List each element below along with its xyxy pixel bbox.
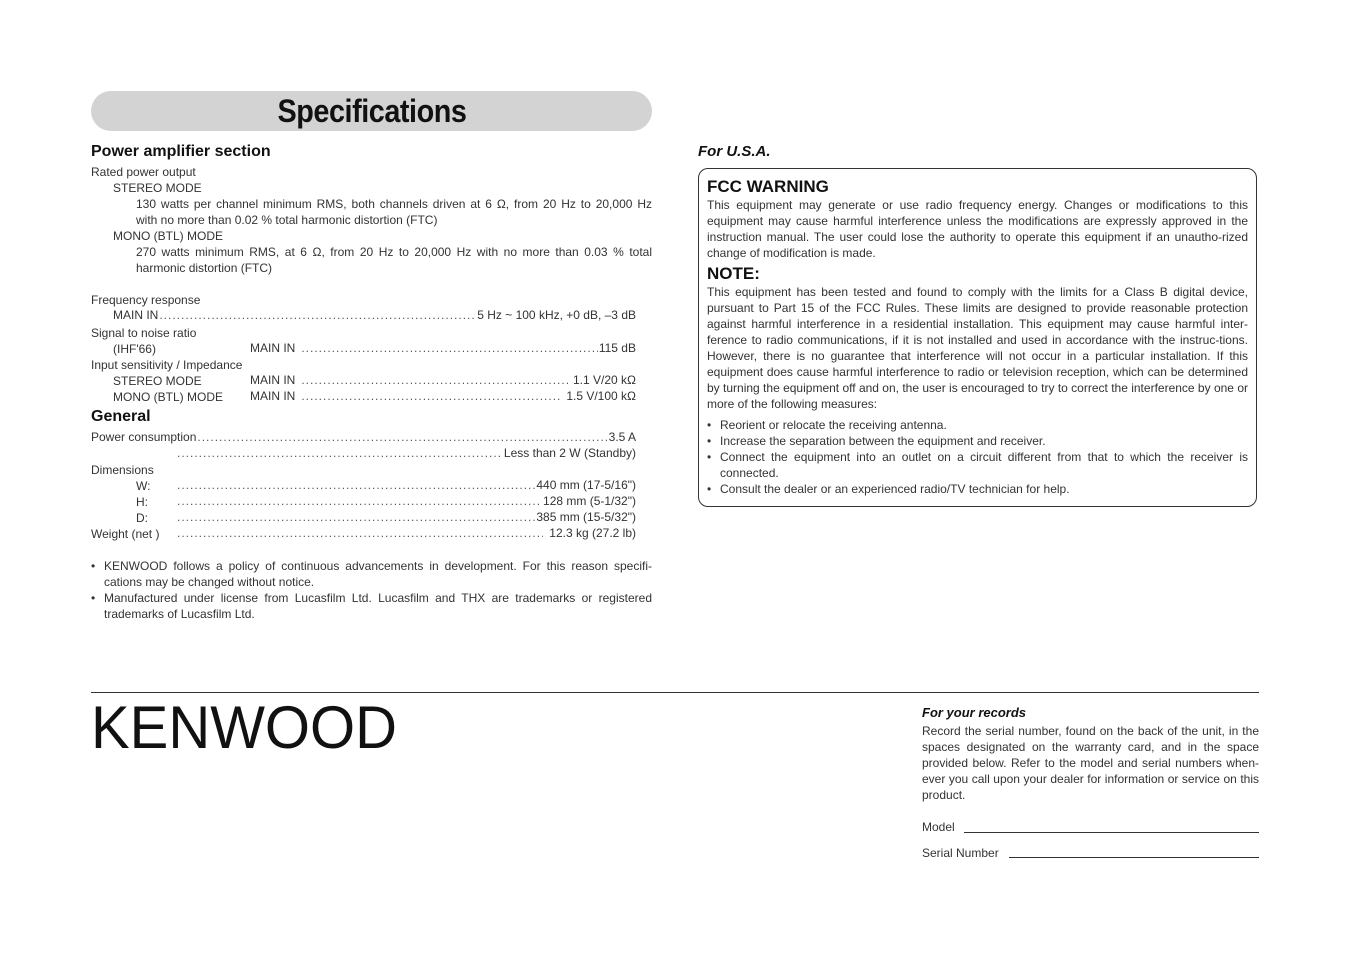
footer-divider (91, 692, 1259, 693)
records-text: Record the serial number, found on the back of the unit, in the spaces designated on the warranty card, and in the space provided below. Refer to the model and serial numbers when-ever you call upon your dealer for information or service on this product. (922, 724, 1259, 802)
input-stereo-row (250, 373, 636, 389)
width-row (176, 478, 636, 494)
input-mono-row (250, 389, 636, 405)
input-mono-main-in: MAIN IN (250, 389, 296, 403)
dot-leader (159, 308, 476, 322)
freq-main-in-label: MAIN IN (113, 308, 159, 322)
dot-leader (177, 510, 535, 524)
input-stereo-main-in: MAIN IN (250, 373, 296, 387)
serial-number-label: Serial Number (922, 846, 999, 860)
freq-response-value: 5 Hz ~ 100 kHz, +0 dB, –3 dB (477, 308, 636, 322)
dot-leader (177, 478, 535, 492)
general-heading: General (91, 408, 151, 425)
spec-notes-list (91, 558, 652, 622)
depth-label: D: (136, 511, 148, 525)
fcc-measure-item: • Consult the dealer or an experienced radio/TV technician for help. (707, 481, 1248, 497)
kenwood-logo-mark (91, 700, 401, 754)
mono-mode-label: MONO (BTL) MODE (113, 229, 223, 243)
height-row (176, 494, 636, 510)
width-value: 440 mm (17-5/16") (536, 478, 636, 492)
records-heading: For your records (922, 705, 1027, 720)
fcc-measure-item: • Connect the equipment into an outlet on a circuit different from that to which the receiver is connected. (707, 449, 1248, 481)
fcc-warning-box (698, 168, 1257, 507)
note-text: This equipment has been tested and found to comply with the limits for a Class B digital device, pursuant to Part 15 of the FCC Rules. These limits are designed to provide reasonable protection against harmful interference in a residential installation. This equipment may cause harmful inter-ference to radio communications, if it is not installed and used in accordance with the instruc-tions. However, there is no guarantee that interference will not occur in a particular installation. If this equipment does cause harmful interference to radio or television reception, which can be determined by turning the equipment off and on, the user is encouraged to try to correct the interference by one or more of the following measures: (707, 285, 1248, 411)
dot-leader (177, 446, 503, 460)
standby-row (176, 446, 636, 462)
input-stereo-label: STEREO MODE (113, 374, 202, 388)
page-title: Specifications (277, 92, 466, 129)
mono-text-2: harmonic distortion (FTC) (136, 261, 273, 275)
rated-power-label: Rated power output (91, 165, 196, 179)
height-value: 128 mm (5-1/32") (543, 494, 636, 508)
snr-value: 115 dB (598, 341, 636, 355)
weight-label: Weight (net ) (91, 527, 160, 541)
dot-leader (301, 341, 598, 355)
note-heading: NOTE: (707, 264, 760, 283)
spec-note: • Manufactured under license from Lucasfilm Ltd. Lucasfilm and THX are trademarks or registered trademarks of Lucasfilm Ltd. (91, 590, 652, 622)
serial-number-field[interactable] (1009, 857, 1259, 858)
freq-response-label: Frequency response (91, 293, 201, 307)
fcc-warning-text: This equipment may generate or use radio frequency energy. Changes or modifications to this equipment may cause harmful interference unless the modifications are expressly approved in the instruction manual. The user could lose the authority to operate this equipment if an unautho-rized change of modification is made. (707, 198, 1248, 260)
kenwood-logo (91, 700, 401, 754)
dot-leader (177, 526, 543, 540)
freq-response-row (113, 308, 636, 324)
dimensions-label: Dimensions (91, 463, 154, 477)
stereo-mode-label: STEREO MODE (113, 181, 202, 195)
width-label: W: (136, 479, 151, 493)
fcc-measure-item: • Increase the separation between the equipment and receiver. (707, 433, 1248, 449)
power-amp-heading: Power amplifier section (91, 143, 271, 160)
page-title-bar (91, 91, 652, 131)
input-sens-label: Input sensitivity / Impedance (91, 358, 243, 372)
snr-sub-label: (IHF'66) (113, 342, 156, 356)
mono-text-1: 270 watts minimum RMS, at 6 Ω, from 20 Hz to 20,000 Hz with no more than 0.03 % total (136, 245, 652, 259)
usa-heading: For U.S.A. (698, 143, 771, 160)
snr-main-in-label: MAIN IN (250, 341, 296, 355)
input-stereo-value: 1.1 V/20 kΩ (572, 373, 636, 387)
spec-note: • KENWOOD follows a policy of continuous advancements in development. For this reason specifi-cations may be changed without notice. (91, 558, 652, 590)
dot-leader (197, 430, 607, 444)
snr-row (250, 341, 636, 357)
weight-value: 12.3 kg (27.2 lb) (549, 526, 636, 540)
snr-label: Signal to noise ratio (91, 326, 197, 340)
stereo-text-2: with no more than 0.02 % total harmonic distortion (FTC) (136, 213, 438, 227)
depth-row (176, 510, 636, 526)
input-mono-value: 1.5 V/100 kΩ (566, 389, 636, 403)
fcc-warning-heading: FCC WARNING (707, 177, 829, 196)
dot-leader (301, 373, 569, 387)
model-field[interactable] (964, 832, 1259, 833)
input-mono-label: MONO (BTL) MODE (113, 390, 223, 404)
kenwood-logo-text: KENWOOD (91, 700, 397, 754)
standby-value: Less than 2 W (Standby) (503, 446, 636, 460)
stereo-text-1: 130 watts per channel minimum RMS, both channels driven at 6 Ω, from 20 Hz to 20,000 Hz (136, 197, 652, 211)
fcc-measure-item: • Reorient or relocate the receiving antenna. (707, 417, 1248, 433)
dot-leader (301, 389, 562, 403)
power-consumption-label: Power consumption (91, 430, 197, 444)
power-consumption-value: 3.5 A (608, 430, 636, 444)
depth-value: 385 mm (15-5/32") (536, 510, 636, 524)
fcc-measures-list (707, 417, 1248, 497)
dot-leader (177, 494, 542, 508)
height-label: H: (136, 495, 148, 509)
power-consumption-row (91, 430, 636, 446)
model-label: Model (922, 820, 955, 834)
weight-row (176, 526, 636, 542)
